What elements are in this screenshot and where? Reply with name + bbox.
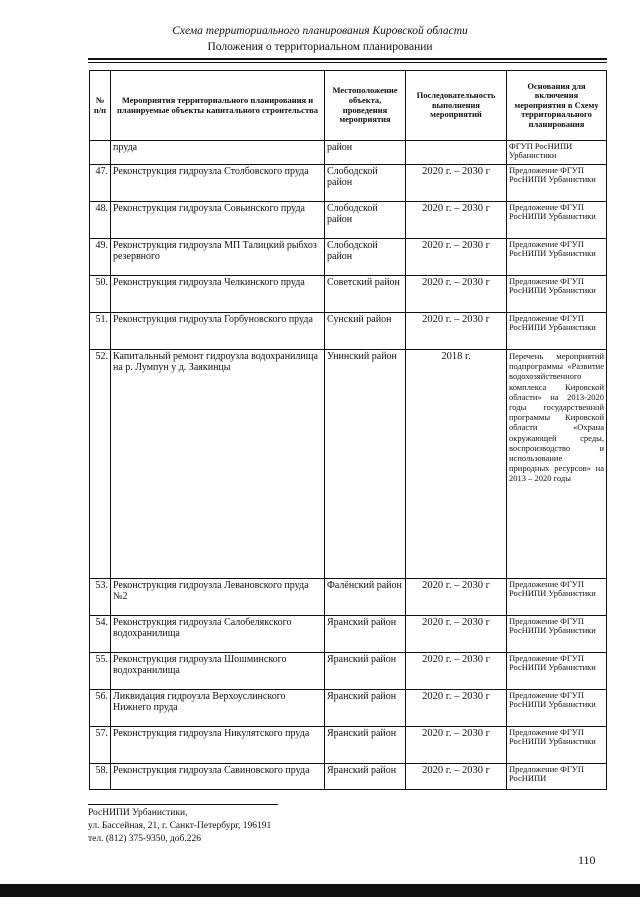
header-location: Местоположение объекта, проведения мероприятия — [325, 71, 406, 141]
cell-name: Реконструкция гидроузла Никулятского пруда — [111, 727, 325, 764]
cell-num: 54. — [90, 616, 111, 653]
cell-basis: Предложение ФГУП РосНИПИ Урбанистики — [507, 653, 607, 690]
footer-phone: тел. (812) 375-9350, доб.226 — [88, 834, 202, 844]
cell-num: 58. — [90, 764, 111, 790]
cell-location: Яранский район — [325, 727, 406, 764]
cell-basis: Предложение ФГУП РосНИПИ Урбанистики — [507, 313, 607, 350]
cell-location: Фалёнский район — [325, 579, 406, 616]
table-row — [90, 350, 607, 579]
footer-rule — [88, 804, 278, 805]
cell-name: Реконструкция гидроузла МП Талицкий рыбхоз резервного — [111, 239, 325, 276]
cell-sequence: 2020 г. – 2030 г — [406, 579, 507, 616]
footer-org: РосНИПИ Урбанистики, — [88, 808, 188, 818]
header-num: № п/п — [90, 71, 111, 141]
cell-basis: Предложение ФГУП РосНИПИ — [507, 764, 607, 790]
cell-name: Капитальный ремонт гидроузла водохранилища на р. Лумпун у д. Заякинцы — [111, 350, 325, 579]
cell-num: 53. — [90, 579, 111, 616]
document-subtitle: Положения о территориальном планировании — [207, 41, 433, 53]
table-row — [90, 764, 607, 790]
cell-name: Реконструкция гидроузла Столбовского пруда — [111, 165, 325, 202]
table-row — [90, 239, 607, 276]
page-number: 110 — [578, 853, 596, 867]
table-row — [90, 690, 607, 727]
cell-basis: Предложение ФГУП РосНИПИ Урбанистики — [507, 276, 607, 313]
header-rule-thick — [88, 58, 607, 60]
cell-num: 49. — [90, 239, 111, 276]
cell-num: 52. — [90, 350, 111, 579]
cell-sequence: 2020 г. – 2030 г — [406, 276, 507, 313]
cell-name: Реконструкция гидроузла Челкинского пруда — [111, 276, 325, 313]
cell-location: Сунский район — [325, 313, 406, 350]
cell-num: 51. — [90, 313, 111, 350]
table-row — [90, 165, 607, 202]
cell-name: Реконструкция гидроузла Левановского пруда №2 — [111, 579, 325, 616]
cell-basis: Предложение ФГУП РосНИПИ Урбанистики — [507, 616, 607, 653]
table-row — [90, 727, 607, 764]
header-basis: Основания для включения мероприятия в Схему территориального планирования — [507, 71, 607, 141]
cell-name: Реконструкция гидроузла Шошминского водохранилища — [111, 653, 325, 690]
cell-location: Яранский район — [325, 690, 406, 727]
cell-sequence: 2020 г. – 2030 г — [406, 727, 507, 764]
cell-num: 48. — [90, 202, 111, 239]
footer-address: ул. Бассейная, 21, г. Санкт-Петербург, 196191 — [88, 821, 272, 831]
cell-location: Слободской район — [325, 165, 406, 202]
cell-sequence: 2020 г. – 2030 г — [406, 165, 507, 202]
cell-sequence: 2020 г. – 2030 г — [406, 616, 507, 653]
cell-name: Реконструкция гидроузла Горбуновского пруда — [111, 313, 325, 350]
cell-sequence: 2020 г. – 2030 г — [406, 653, 507, 690]
cell-location: Яранский район — [325, 616, 406, 653]
cell-basis: Предложение ФГУП РосНИПИ Урбанистики — [507, 165, 607, 202]
cell-sequence: 2018 г. — [406, 350, 507, 579]
table-row — [90, 616, 607, 653]
table-row — [90, 579, 607, 616]
table-row — [90, 653, 607, 690]
cell-num: 56. — [90, 690, 111, 727]
cell-location: Яранский район — [325, 653, 406, 690]
header-rule-thin — [88, 62, 607, 63]
cell-basis: ФГУП РосНИПИ Урбанистики — [507, 141, 607, 165]
cell-basis: Предложение ФГУП РосНИПИ Урбанистики — [507, 202, 607, 239]
cell-name: Реконструкция гидроузла Салобелякского водохранилища — [111, 616, 325, 653]
cell-basis: Предложение ФГУП РосНИПИ Урбанистики — [507, 727, 607, 764]
cell-basis: Перечень мероприятий подпрограммы «Развитие водохозяйственного комплекса Кировской области» на 2013-2020 годы государственной программы Кировской области «Охрана окружающей среды, воспроизводство и использование природных ресурсов» на 2013 – 2020 годы — [507, 350, 607, 579]
cell-name: Реконструкция гидроузла Совьинского пруда — [111, 202, 325, 239]
cell-sequence — [406, 141, 507, 165]
cell-sequence: 2020 г. – 2030 г — [406, 764, 507, 790]
cell-basis: Предложение ФГУП РосНИПИ Урбанистики — [507, 690, 607, 727]
cell-name: Реконструкция гидроузла Савиновского пруда — [111, 764, 325, 790]
document-title: Схема территориального планирования Кировской области — [172, 25, 468, 37]
cell-num: 50. — [90, 276, 111, 313]
cell-location: район — [325, 141, 406, 165]
cell-sequence: 2020 г. – 2030 г — [406, 202, 507, 239]
cell-location: Слободской район — [325, 202, 406, 239]
cell-num — [90, 141, 111, 165]
cell-name: пруда — [111, 141, 325, 165]
cell-basis: Предложение ФГУП РосНИПИ Урбанистики — [507, 579, 607, 616]
cell-location: Унинский район — [325, 350, 406, 579]
cell-location: Яранский район — [325, 764, 406, 790]
header-sequence: Последовательность выполнения мероприятий — [406, 71, 507, 141]
cell-sequence: 2020 г. – 2030 г — [406, 313, 507, 350]
header-name: Мероприятия территориального планирования и планируемые объекты капитального строительства — [111, 71, 325, 141]
table-row — [90, 313, 607, 350]
cell-num: 47. — [90, 165, 111, 202]
cell-name: Ликвидация гидроузла Верхоуслинского Нижнего пруда — [111, 690, 325, 727]
cell-sequence: 2020 г. – 2030 г — [406, 239, 507, 276]
planning-table — [89, 70, 607, 790]
cell-sequence: 2020 г. – 2030 г — [406, 690, 507, 727]
cell-basis: Предложение ФГУП РосНИПИ Урбанистики — [507, 239, 607, 276]
cell-num: 57. — [90, 727, 111, 764]
scan-edge-bar — [0, 884, 640, 897]
table-row-continued — [90, 141, 607, 165]
cell-location: Слободской район — [325, 239, 406, 276]
cell-location: Советский район — [325, 276, 406, 313]
table-row — [90, 202, 607, 239]
table-row — [90, 276, 607, 313]
cell-num: 55. — [90, 653, 111, 690]
table-header-row — [90, 71, 607, 141]
